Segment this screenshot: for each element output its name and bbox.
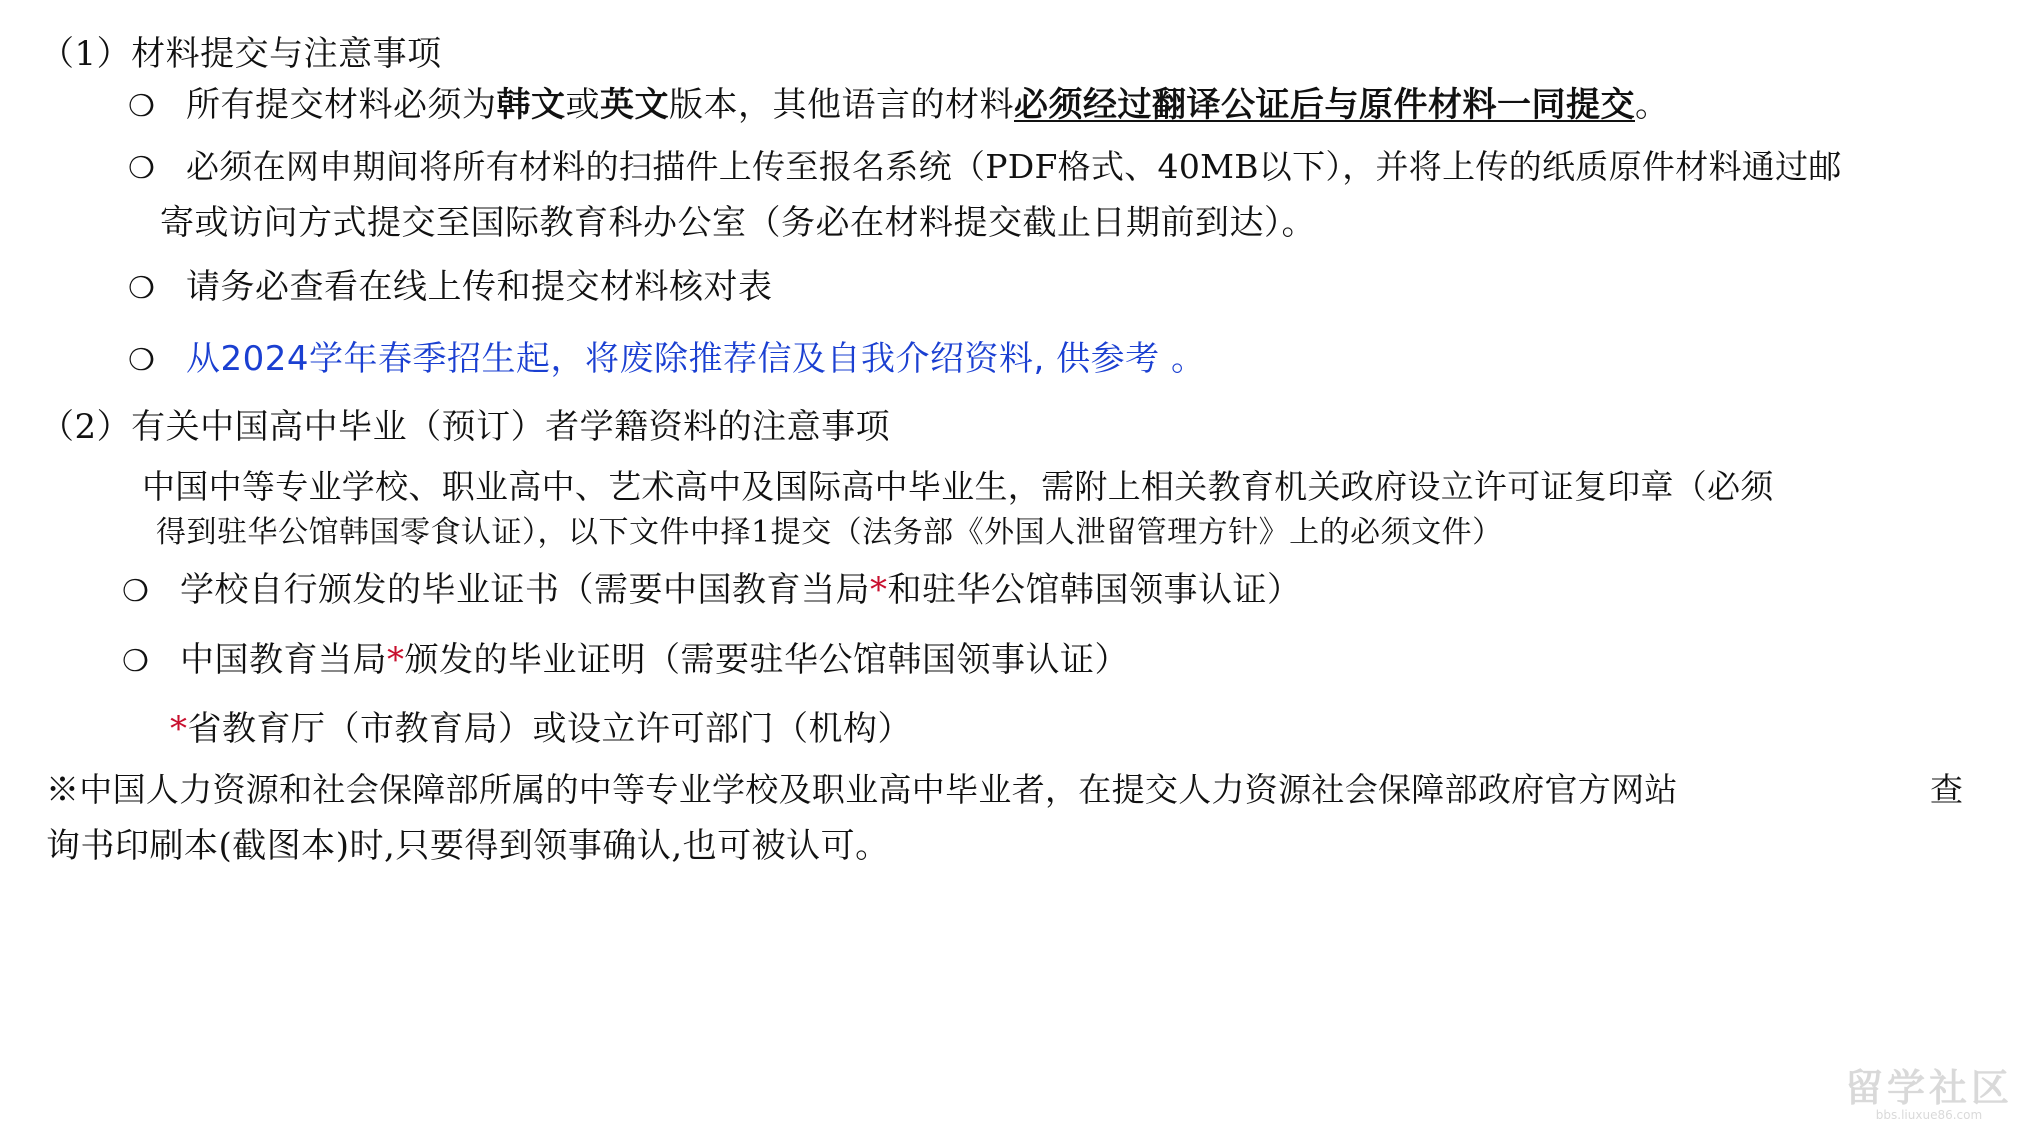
section2-paragraph-line1: 中国中等专业学校、职业高中、艺术高中及国际高中毕业生，需附上相关教育机关政府设立许可证复印章（必须 bbox=[142, 467, 1774, 506]
section1-item1 bbox=[128, 85, 1670, 125]
watermark-title: 留学社区 bbox=[1844, 1066, 2013, 1110]
item1-text-a: 所有提交材料必须为 bbox=[186, 85, 497, 125]
item1-underlined: 必须经过翻译公证后与原件材料一同提交 bbox=[1014, 85, 1635, 125]
note-line2: 询书印刷本(截图本)时,只要得到领事确认,也可被认可。 bbox=[46, 826, 890, 866]
section1-item2-line1 bbox=[128, 147, 1842, 186]
section2-option1 bbox=[122, 570, 1302, 610]
circle-bullet-icon: ❍ bbox=[122, 644, 150, 679]
note-line1-end: 查 bbox=[1930, 770, 1964, 809]
item1-end: 。 bbox=[1635, 85, 1670, 125]
item4-text: 从2024学年春季招生起，将废除推荐信及自我介绍资料, 供参考 。 bbox=[186, 339, 1206, 379]
option1-text-a: 学校自行颁发的毕业证书（需要中国教育当局 bbox=[180, 570, 870, 610]
asterisk-marker: * bbox=[387, 640, 405, 680]
watermark-logo bbox=[1844, 1068, 2014, 1122]
item1-english: 英文 bbox=[600, 85, 669, 125]
section1-item3 bbox=[128, 267, 773, 307]
asterisk-marker: * bbox=[170, 709, 188, 749]
item2-line1-text: 必须在网申期间将所有材料的扫描件上传至报名系统（PDF格式、40MB以下），并将上传的纸质原件材料通过邮 bbox=[186, 147, 1842, 186]
watermark-url: bbs.liuxue86.com bbox=[1875, 1108, 1983, 1122]
note-line1: ※中国人力资源和社会保障部所属的中等专业学校及职业高中毕业者，在提交人力资源社会保障部政府官方网站 bbox=[46, 770, 1678, 809]
circle-bullet-icon: ❍ bbox=[128, 89, 156, 124]
footnote-text: 省教育厅（市教育局）或设立许可部门（机构） bbox=[187, 709, 912, 749]
circle-bullet-icon: ❍ bbox=[128, 271, 156, 306]
section2-heading: （2）有关中国高中毕业（预订）者学籍资料的注意事项 bbox=[40, 407, 891, 447]
section2-option2 bbox=[122, 640, 1129, 680]
option2-text-b: 颁发的毕业证明（需要驻华公馆韩国领事认证） bbox=[404, 640, 1129, 680]
item1-korean: 韩文 bbox=[496, 85, 566, 125]
item1-text-b: 版本，其他语言的材料 bbox=[669, 85, 1014, 125]
circle-bullet-icon: ❍ bbox=[128, 151, 156, 186]
circle-bullet-icon: ❍ bbox=[122, 574, 150, 609]
asterisk-marker: * bbox=[870, 570, 888, 610]
item3-text: 请务必查看在线上传和提交材料核对表 bbox=[186, 267, 773, 307]
section2-footnote bbox=[170, 709, 912, 749]
option1-text-b: 和驻华公馆韩国领事认证） bbox=[887, 570, 1302, 610]
section1-item2-line2: 寄或访问方式提交至国际教育科办公室（务必在材料提交截止日期前到达）。 bbox=[160, 203, 1316, 243]
section1-item4 bbox=[128, 339, 1206, 379]
section1-heading: （1）材料提交与注意事项 bbox=[40, 34, 442, 74]
circle-bullet-icon: ❍ bbox=[128, 343, 156, 378]
section2-paragraph-line2: 得到驻华公馆韩国零食认证），以下文件中择1提交（法务部《外国人泄留管理方针》上的必须文件） bbox=[156, 515, 1503, 550]
option2-text-a: 中国教育当局 bbox=[180, 640, 387, 680]
item1-or: 或 bbox=[565, 85, 600, 125]
